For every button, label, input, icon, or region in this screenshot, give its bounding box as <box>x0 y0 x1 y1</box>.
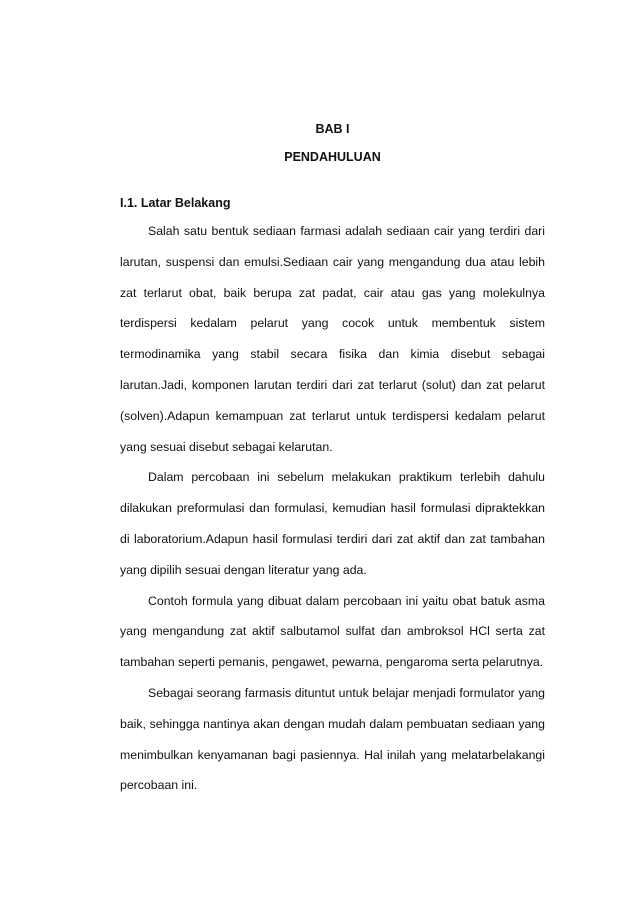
chapter-number: BAB I <box>315 122 350 136</box>
chapter-title: PENDAHULUAN <box>284 150 381 164</box>
section-heading: I.1. Latar Belakang <box>120 196 231 210</box>
section-body <box>120 216 545 801</box>
paragraph: Salah satu bentuk sediaan farmasi adalah sediaan cair yang terdiri dari larutan, suspensi dan emulsi.Sediaan cair yang mengandung dua atau lebih zat terlarut obat, baik berupa zat padat, cair atau gas yang molekulnya terdispersi kedalam pelarut yang cocok untuk membentuk sistem termodinamika yang stabil secara fisika dan kimia disebut sebagai larutan.Jadi, komponen larutan terdiri dari zat terlarut (solut) dan zat pelarut (solven).Adapun kemampuan zat terlarut untuk terdispersi kedalam pelarut yang sesuai disebut sebagai kelarutan. <box>120 224 545 454</box>
paragraph: Dalam percobaan ini sebelum melakukan praktikum terlebih dahulu dilakukan preformulasi dan formulasi, kemudian hasil formulasi dipraktekkan di laboratorium.Adapun hasil formulasi terdiri dari zat aktif dan zat tambahan yang dipilih sesuai dengan literatur yang ada. <box>120 470 545 577</box>
paragraph: Contoh formula yang dibuat dalam percobaan ini yaitu obat batuk asma yang mengandung zat aktif salbutamol sulfat dan ambroksol HCl serta zat tambahan seperti pemanis, pengawet, pewarna, pengaroma serta pelarutnya. <box>120 593 545 670</box>
paragraph: Sebagai seorang farmasis dituntut untuk belajar menjadi formulator yang baik, sehingga nantinya akan dengan mudah dalam pembuatan sediaan yang menimbulkan kenyamanan bagi pasiennya. Hal inilah yang melatarbelakangi percobaan ini. <box>120 685 545 793</box>
